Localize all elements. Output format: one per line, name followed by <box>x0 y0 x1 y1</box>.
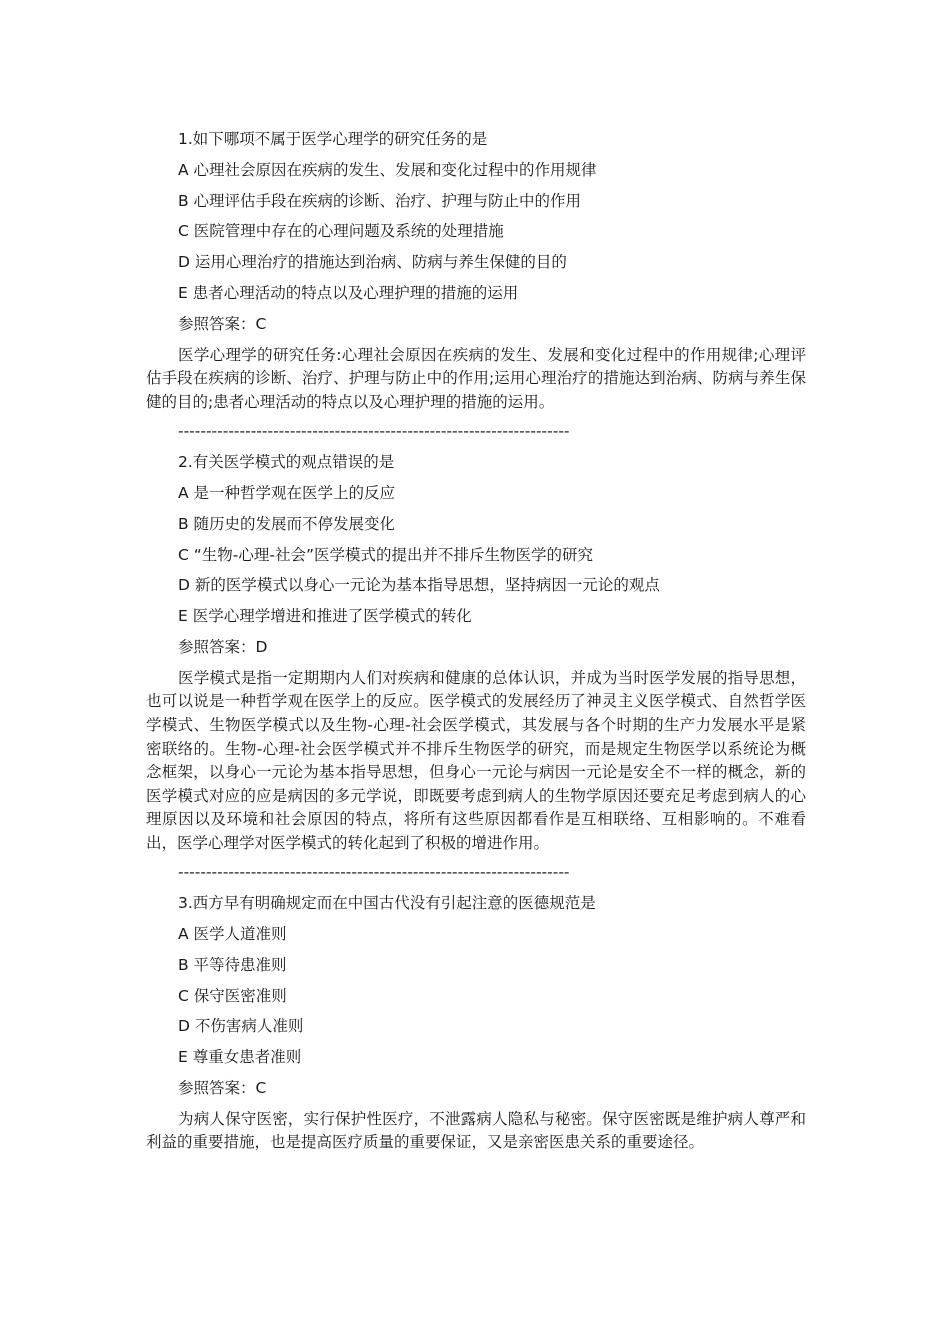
document-page <box>146 128 806 1161</box>
option-a: A 是一种哲学观在医学上的反应 <box>178 483 396 502</box>
answer-explanation: 为病人保守医密，实行保护性医疗，不泄露病人隐私与秘密。保守医密既是维护病人尊严和利益的重要措施，也是提高医疗质量的重要保证，又是亲密医患关系的重要途径。 <box>146 1109 806 1152</box>
option-c: C 保守医密准则 <box>178 986 287 1005</box>
question-2 <box>146 451 806 855</box>
answer-explanation: 医学模式是指一定期期内人们对疾病和健康的总体认识，并成为当时医学发展的指导思想，也可以说是一种哲学观在医学上的反应。医学模式的发展经历了神灵主义医学模式、自然哲学医学模式、生物医学模式以及生物-心理-社会医学模式，其发展与各个时期的生产力发展水平是紧密联络的。生物-心理-社会医学模式并不排斥生物医学的研究，而是规定生物医学以系统论为概念框架，以身心一元论为基本指导思想，但身心一元论与病因一元论是安全不一样的概念，新的医学模式对应的应是病因的多元学说，即既要考虑到病人的生物学原因还要充足考虑到病人的心理原因以及环境和社会原因的特点，将所有这些原因都看作是互相联络、互相影响的。不难看出，医学心理学对医学模式的转化起到了积极的增进作用。 <box>146 668 806 852</box>
option-a: A 心理社会原因在疾病的发生、发展和变化过程中的作用规律 <box>178 160 597 179</box>
question-title: 1.如下哪项不属于医学心理学的研究任务的是 <box>178 130 488 148</box>
option-e: E 患者心理活动的特点以及心理护理的措施的运用 <box>178 283 519 302</box>
option-d: D 运用心理治疗的措施达到治病、防病与养生保健的目的 <box>178 253 567 272</box>
question-3 <box>146 892 806 1155</box>
reference-answer: 参照答案：D <box>178 637 268 656</box>
option-c: C “生物-心理-社会”医学模式的提出并不排斥生物医学的研究 <box>178 545 593 564</box>
question-title: 2.有关医学模式的观点错误的是 <box>178 453 395 472</box>
section-divider: ---------------------------------------------------------------------- <box>178 422 570 441</box>
option-d: D 新的医学模式以身心一元论为基本指导思想，坚持病因一元论的观点 <box>178 576 660 595</box>
option-e: E 尊重女患者准则 <box>178 1048 302 1067</box>
question-title: 3.西方早有明确规定而在中国古代没有引起注意的医德规范是 <box>178 894 596 913</box>
reference-answer: 参照答案：C <box>178 1079 267 1098</box>
question-1 <box>146 128 806 414</box>
option-b: B 平等待患准则 <box>178 955 287 974</box>
option-b: B 随历史的发展而不停发展变化 <box>178 514 396 533</box>
option-d: D 不伤害病人准则 <box>178 1017 304 1036</box>
option-c: C 医院管理中存在的心理问题及系统的处理措施 <box>178 222 504 241</box>
option-a: A 医学人道准则 <box>178 925 287 944</box>
reference-answer: 参照答案：C <box>178 314 267 333</box>
option-b: B 心理评估手段在疾病的诊断、治疗、护理与防止中的作用 <box>178 191 582 210</box>
section-divider: ---------------------------------------------------------------------- <box>178 863 570 882</box>
answer-explanation: 医学心理学的研究任务:心理社会原因在疾病的发生、发展和变化过程中的作用规律;心理评估手段在疾病的诊断、治疗、护理与防止中的作用;运用心理治疗的措施达到治病、防病与养生保健的目的;患者心理活动的特点以及心理护理的措施的运用。 <box>146 345 806 411</box>
option-e: E 医学心理学增进和推进了医学模式的转化 <box>178 607 472 626</box>
